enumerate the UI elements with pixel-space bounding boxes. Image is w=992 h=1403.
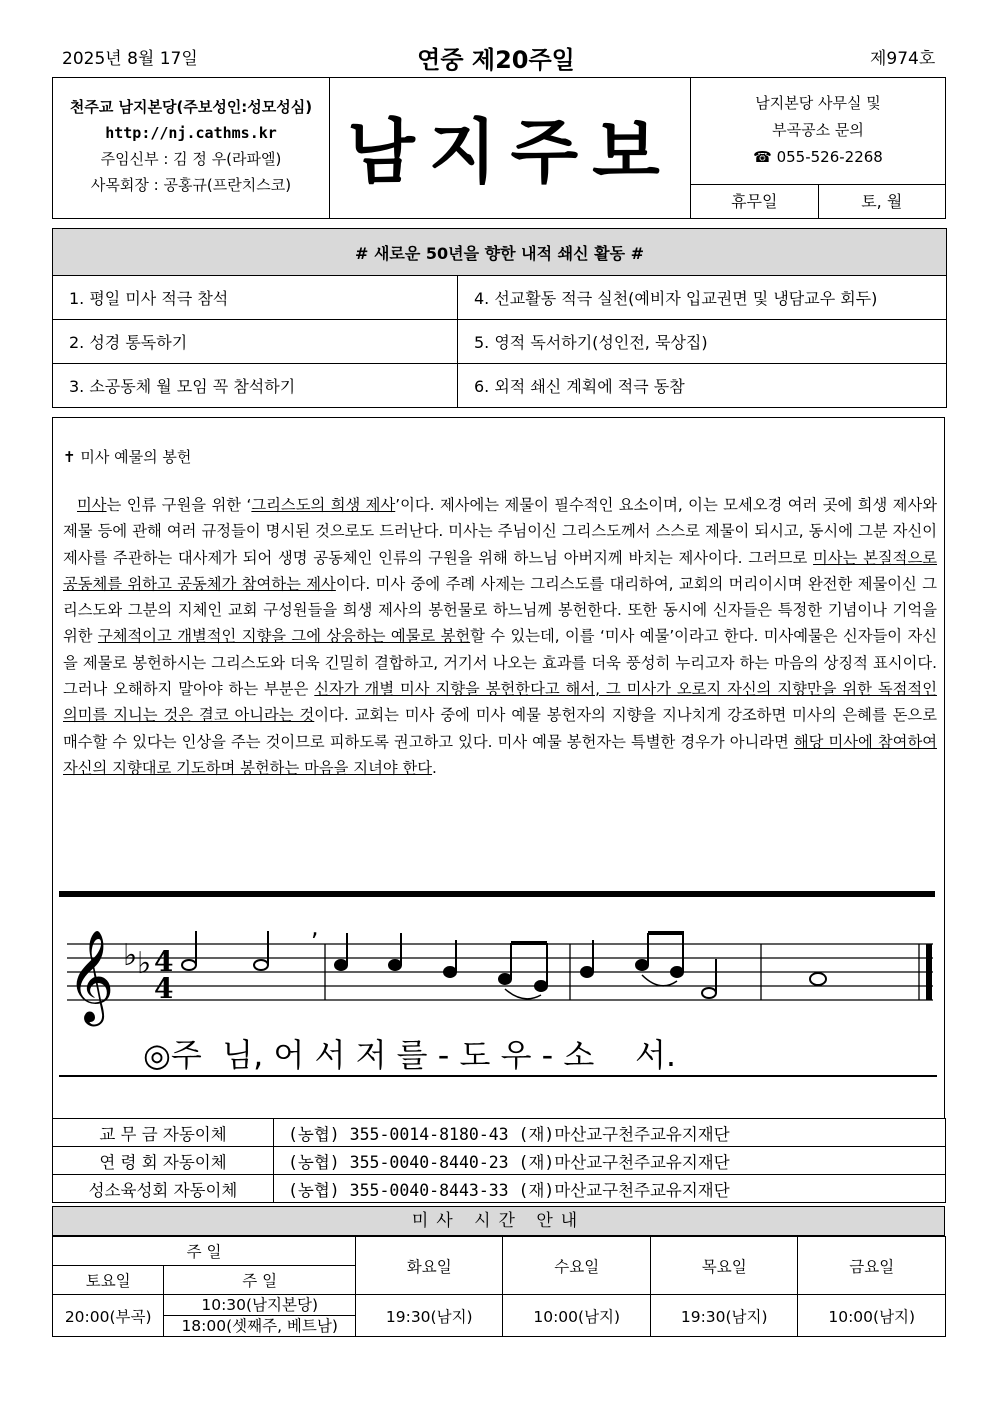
transfer-label: 성소육성회 자동이체 xyxy=(53,1175,274,1203)
transfer-account: (농협) 355-0040-8440-23 (재)마산교구천주교유지재단 xyxy=(274,1147,946,1175)
council-head: 사목회장 : 공홍규(프란치스코) xyxy=(90,176,292,194)
parish-url[interactable]: http://nj.cathms.kr xyxy=(105,124,277,142)
contact-line1: 남지본당 사무실 및 xyxy=(755,94,881,112)
sunday-header: 주 일 xyxy=(53,1237,356,1266)
fri-header: 금요일 xyxy=(798,1237,946,1295)
renewal-item: 3. 소공동체 월 모임 꼭 참석하기 xyxy=(53,364,458,408)
article-body: 미사는 인류 구원을 위한 ‘그리스도의 희생 제사’이다. 제사에는 제물이 필수적인 요소이며, 이는 모세오경 여러 곳에 희생 제사와 제물 등에 관해 여러 규정들이 명시된 것으로도 드러난다. 미사는 주님이신 그리스도께서 스스로 제물이 되시고, 동시에 그분 자신이 제사를 주관하는 대사제가 되어 생명 공동체인 인류의 구원을 위해 하느님 아버지께 바치는 제사이다. 그러므로 미사는 본질적으로 공동체를 위하고 공동체가 참여하는 제사이다. 미사 중에 주례 사제는 그리스도를 대리하여, 교회의 머리이시며 완전한 제물이신 그리스도와 그분의 지체인 교회 구성원들을 희생 제사의 봉헌물로 하느님께 봉헌한다. 또한 동시에 신자들은 특정한 기념이나 기억을 위한 구체적이고 개별적인 지향을 그에 상응하는 예물로 봉헌할 수 있는데, 이를 ‘미사 예물’이라고 한다. 미사예물은 신자들이 자신을 제물로 봉헌하시는 그리스도와 더욱 긴밀히 결합하고, 거기서 나오는 효과를 더욱 풍성히 누리고자 하는 마음의 상징적 표시이다. 그러나 오해하지 말아야 하는 부분은 신자가 개별 미사 지향을 봉헌한다고 해서, 그 미사가 오로지 자신의 지향만을 위한 독점적인 의미를 지니는 것은 결코 아니라는 것이다. 교회는 미사 중에 미사 예물 봉헌자의 지향을 지나치게 강조하면 미사의 은혜를 돈으로 매수할 수 있다는 인상을 주는 것이므로 피하도록 권고하고 있다. 미사 예물 봉헌자는 특별한 경우가 아니라면 해당 미사에 참여하여 자신의 지향대로 기도하며 봉헌하는 마음을 지녀야 한다. xyxy=(63,496,938,777)
article xyxy=(52,417,945,1119)
sun-time: 10:30(남지본당) xyxy=(201,1296,318,1314)
sun-time: 18:00(셋째주, 베트남) xyxy=(164,1315,355,1336)
wed-time: 10:00(남지) xyxy=(503,1295,650,1337)
saturday-header: 토요일 xyxy=(53,1266,164,1295)
bulletin-name: 남지주보 xyxy=(347,110,674,193)
sunday-sub-header: 주 일 xyxy=(164,1266,356,1295)
renewal-item: 4. 선교활동 적극 실천(예비자 입교권면 및 냉담교우 회두) xyxy=(458,276,947,320)
transfer-account: (농협) 355-0040-8443-33 (재)마산교구천주교유지재단 xyxy=(274,1175,946,1203)
parish-name: 천주교 남지본당(주보성인:성모성심) xyxy=(69,98,313,116)
lyric: ◎주 님, 어 서 저 를 - 도 우 - 소 서. xyxy=(143,1036,677,1074)
contact-box xyxy=(690,77,946,219)
renewal-item: 1. 평일 미사 적극 참석 xyxy=(53,276,458,320)
issue-number: 제974호 xyxy=(870,49,936,69)
divider xyxy=(59,1075,937,1077)
article-title: ✝ 미사 예물의 봉헌 xyxy=(63,448,192,466)
contact-line2: 부곡공소 문의 xyxy=(772,121,864,139)
closed-days: 토, 월 xyxy=(861,192,903,211)
closed-label: 휴무일 xyxy=(691,185,819,219)
renewal-heading: # 새로운 50년을 향한 내적 쇄신 활동 # xyxy=(53,229,947,276)
transfer-table xyxy=(52,1118,946,1203)
fri-time: 10:00(남지) xyxy=(798,1295,946,1337)
phone: ☎ 055-526-2268 xyxy=(753,148,883,166)
transfer-label: 교 무 금 자동이체 xyxy=(53,1119,274,1147)
renewal-item: 5. 영적 독서하기(성인전, 묵상집) xyxy=(458,320,947,364)
mass-table xyxy=(52,1236,946,1337)
renewal-item: 6. 외적 쇄신 계획에 적극 동참 xyxy=(458,364,947,408)
transfer-label: 연 령 회 자동이체 xyxy=(53,1147,274,1175)
parish-info xyxy=(52,77,330,219)
thu-time: 19:30(남지) xyxy=(650,1295,797,1337)
renewal-table xyxy=(52,228,947,408)
svg-text:,: , xyxy=(311,913,319,941)
transfer-account: (농협) 355-0014-8180-43 (재)마산교구천주교유지재단 xyxy=(274,1119,946,1147)
bulletin-name-box xyxy=(330,77,691,219)
svg-text:4: 4 xyxy=(154,972,174,1005)
thu-header: 목요일 xyxy=(650,1237,797,1295)
page-title: 연중 제20주일 xyxy=(417,46,575,74)
pastor: 주임신부 : 김 정 우(라파엘) xyxy=(100,150,282,168)
sat-time: 20:00(부곡) xyxy=(53,1295,164,1337)
issue-date: 2025년 8월 17일 xyxy=(62,49,198,69)
mass-heading: 미사 시간 안내 xyxy=(52,1206,945,1236)
tue-header: 화요일 xyxy=(356,1237,503,1295)
wed-header: 수요일 xyxy=(503,1237,650,1295)
treble-clef-icon: 𝄞 xyxy=(67,929,115,1022)
flat-icon: ♭ xyxy=(137,946,152,981)
tue-time: 19:30(남지) xyxy=(356,1295,503,1337)
renewal-item: 2. 성경 통독하기 xyxy=(53,320,458,364)
svg-text:4: 4 xyxy=(154,945,174,978)
flat-icon: ♭ xyxy=(123,938,138,973)
